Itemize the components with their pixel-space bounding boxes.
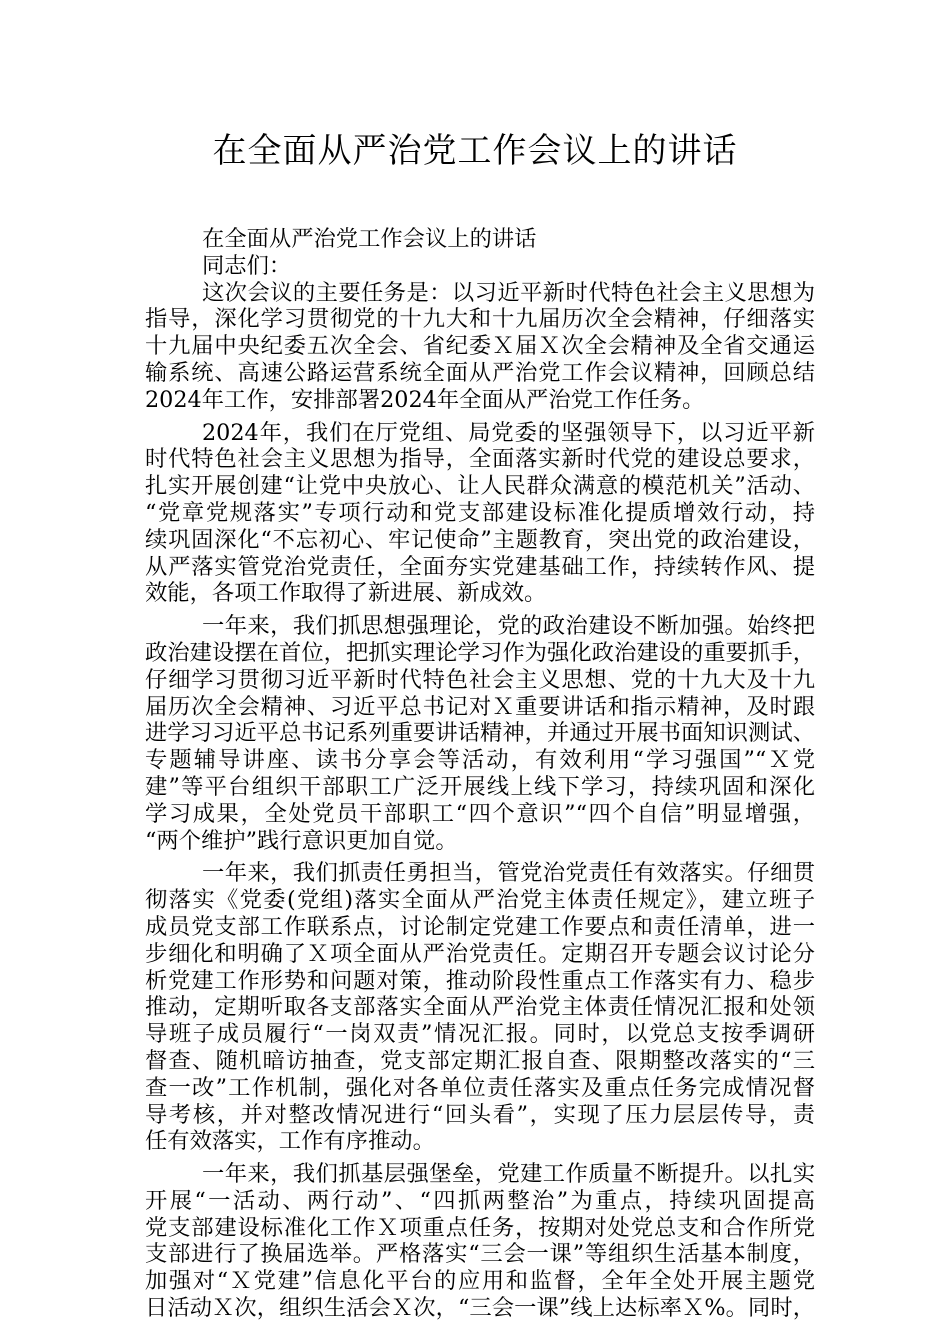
paragraph xyxy=(145,613,815,854)
paragraph-line: “党章党规落实”专项行动和党支部建设标准化提质增效行动，持 xyxy=(145,499,815,526)
paragraph-line: 输系统、高速公路运营系统全面从严治党工作会议精神，回顾总结 xyxy=(145,359,815,386)
paragraph-line: 专题辅导讲座、读书分享会等活动，有效利用“学习强国”“Ｘ党 xyxy=(145,747,815,774)
paragraph-line: 一年来，我们抓思想强理论，党的政治建设不断加强。始终把 xyxy=(202,613,815,640)
paragraph-line: 加强对“Ｘ党建”信息化平台的应用和监督，全年全处开展主题党 xyxy=(145,1268,815,1295)
paragraph-line: 一年来，我们抓基层强堡垒，党建工作质量不断提升。以扎实 xyxy=(202,1161,815,1188)
paragraph xyxy=(145,1161,815,1322)
paragraph xyxy=(145,280,815,414)
paragraph-line: 十九届中央纪委五次全会、省纪委Ｘ届Ｘ次全会精神及全省交通运 xyxy=(145,333,815,360)
paragraph-line: 日活动Ｘ次，组织生活会Ｘ次，“三会一课”线上达标率Ｘ%。同时， xyxy=(145,1295,815,1322)
paragraph-line: 建”等平台组织干部职工广泛开展线上线下学习，持续巩固和深化 xyxy=(145,773,815,800)
paragraph-line: 续巩固深化“不忘初心、牢记使命”主题教育，突出党的政治建设， xyxy=(145,526,815,553)
paragraph-line: 成员党支部工作联系点，讨论制定党建工作要点和责任清单，进一 xyxy=(145,913,815,940)
paragraph-line: 效能，各项工作取得了新进展、新成效。 xyxy=(145,580,547,607)
document-title: 在全面从严治党工作会议上的讲话 xyxy=(212,131,738,171)
paragraph xyxy=(145,860,815,1155)
paragraph-line: 政治建设摆在首位，把抓实理论学习作为强化政治建设的重要抓手， xyxy=(145,639,815,666)
paragraph-line: 开展“一活动、两行动”、“四抓两整治”为重点，持续巩固提高 xyxy=(145,1187,815,1214)
paragraph-line: 学习成果，全处党员干部职工“四个意识”“四个自信”明显增强， xyxy=(145,800,815,827)
paragraph-line: 析党建工作形势和问题对策，推动阶段性重点工作落实有力、稳步 xyxy=(145,967,815,994)
paragraph-line: 任有效落实，工作有序推动。 xyxy=(145,1128,435,1155)
paragraph-line: 导考核，并对整改情况进行“回头看”，实现了压力层层传导，责 xyxy=(145,1101,815,1128)
paragraph-line: 2024年，我们在厅党组、局党委的坚强领导下，以习近平新 xyxy=(202,419,815,446)
paragraph-line: 扎实开展创建“让党中央放心、让人民群众满意的模范机关”活动、 xyxy=(145,473,815,500)
paragraph xyxy=(145,420,815,608)
paragraph-line: 党支部建设标准化工作Ｘ项重点任务，按期对处党总支和合作所党 xyxy=(145,1214,815,1241)
paragraph-line: 从严落实管党治党责任，全面夯实党建基础工作，持续转作风、提 xyxy=(145,553,815,580)
paragraph-line: 支部进行了换届选举。严格落实“三会一课”等组织生活基本制度， xyxy=(145,1241,815,1268)
paragraph-line: 这次会议的主要任务是：以习近平新时代特色社会主义思想为 xyxy=(202,279,815,306)
paragraph-line: 一年来，我们抓责任勇担当，管党治党责任有效落实。仔细贯 xyxy=(202,860,815,887)
paragraph-line: 查一改”工作机制，强化对各单位责任落实及重点任务完成情况督 xyxy=(145,1074,815,1101)
paragraph-line: 步细化和明确了Ｘ项全面从严治党责任。定期召开专题会议讨论分 xyxy=(145,940,815,967)
paragraph-line: 时代特色社会主义思想为指导，全面落实新时代党的建设总要求， xyxy=(145,446,815,473)
paragraph-line: 推动，定期听取各支部落实全面从严治党主体责任情况汇报和处领 xyxy=(145,994,815,1021)
paragraph-line: 彻落实《党委(党组)落实全面从严治党主体责任规定》，建立班子 xyxy=(145,887,815,914)
paragraph-line: 导班子成员履行“一岗双责”情况汇报。同时，以党总支按季调研 xyxy=(145,1021,815,1048)
document-body xyxy=(145,226,815,1322)
paragraph-line: 进学习习近平总书记系列重要讲话精神，并通过开展书面知识测试、 xyxy=(145,720,815,747)
paragraph-line: 指导，深化学习贯彻党的十九大和十九届历次全会精神，仔细落实 xyxy=(145,306,815,333)
salutation: 同志们： xyxy=(202,252,292,279)
paragraph-line: 届历次全会精神、习近平总书记对Ｘ重要讲话和指示精神，及时跟 xyxy=(145,693,815,720)
paragraph-line: 仔细学习贯彻习近平新时代特色社会主义思想、党的十九大及十九 xyxy=(145,666,815,693)
document-subtitle: 在全面从严治党工作会议上的讲话 xyxy=(202,226,537,252)
paragraph-list xyxy=(145,280,815,1322)
paragraph-line: “两个维护”践行意识更加自觉。 xyxy=(145,827,458,854)
paragraph-line: 督查、随机暗访抽查，党支部定期汇报自查、限期整改落实的“三 xyxy=(145,1047,815,1074)
paragraph-line: 2024年工作，安排部署2024年全面从严治党工作任务。 xyxy=(145,386,705,413)
